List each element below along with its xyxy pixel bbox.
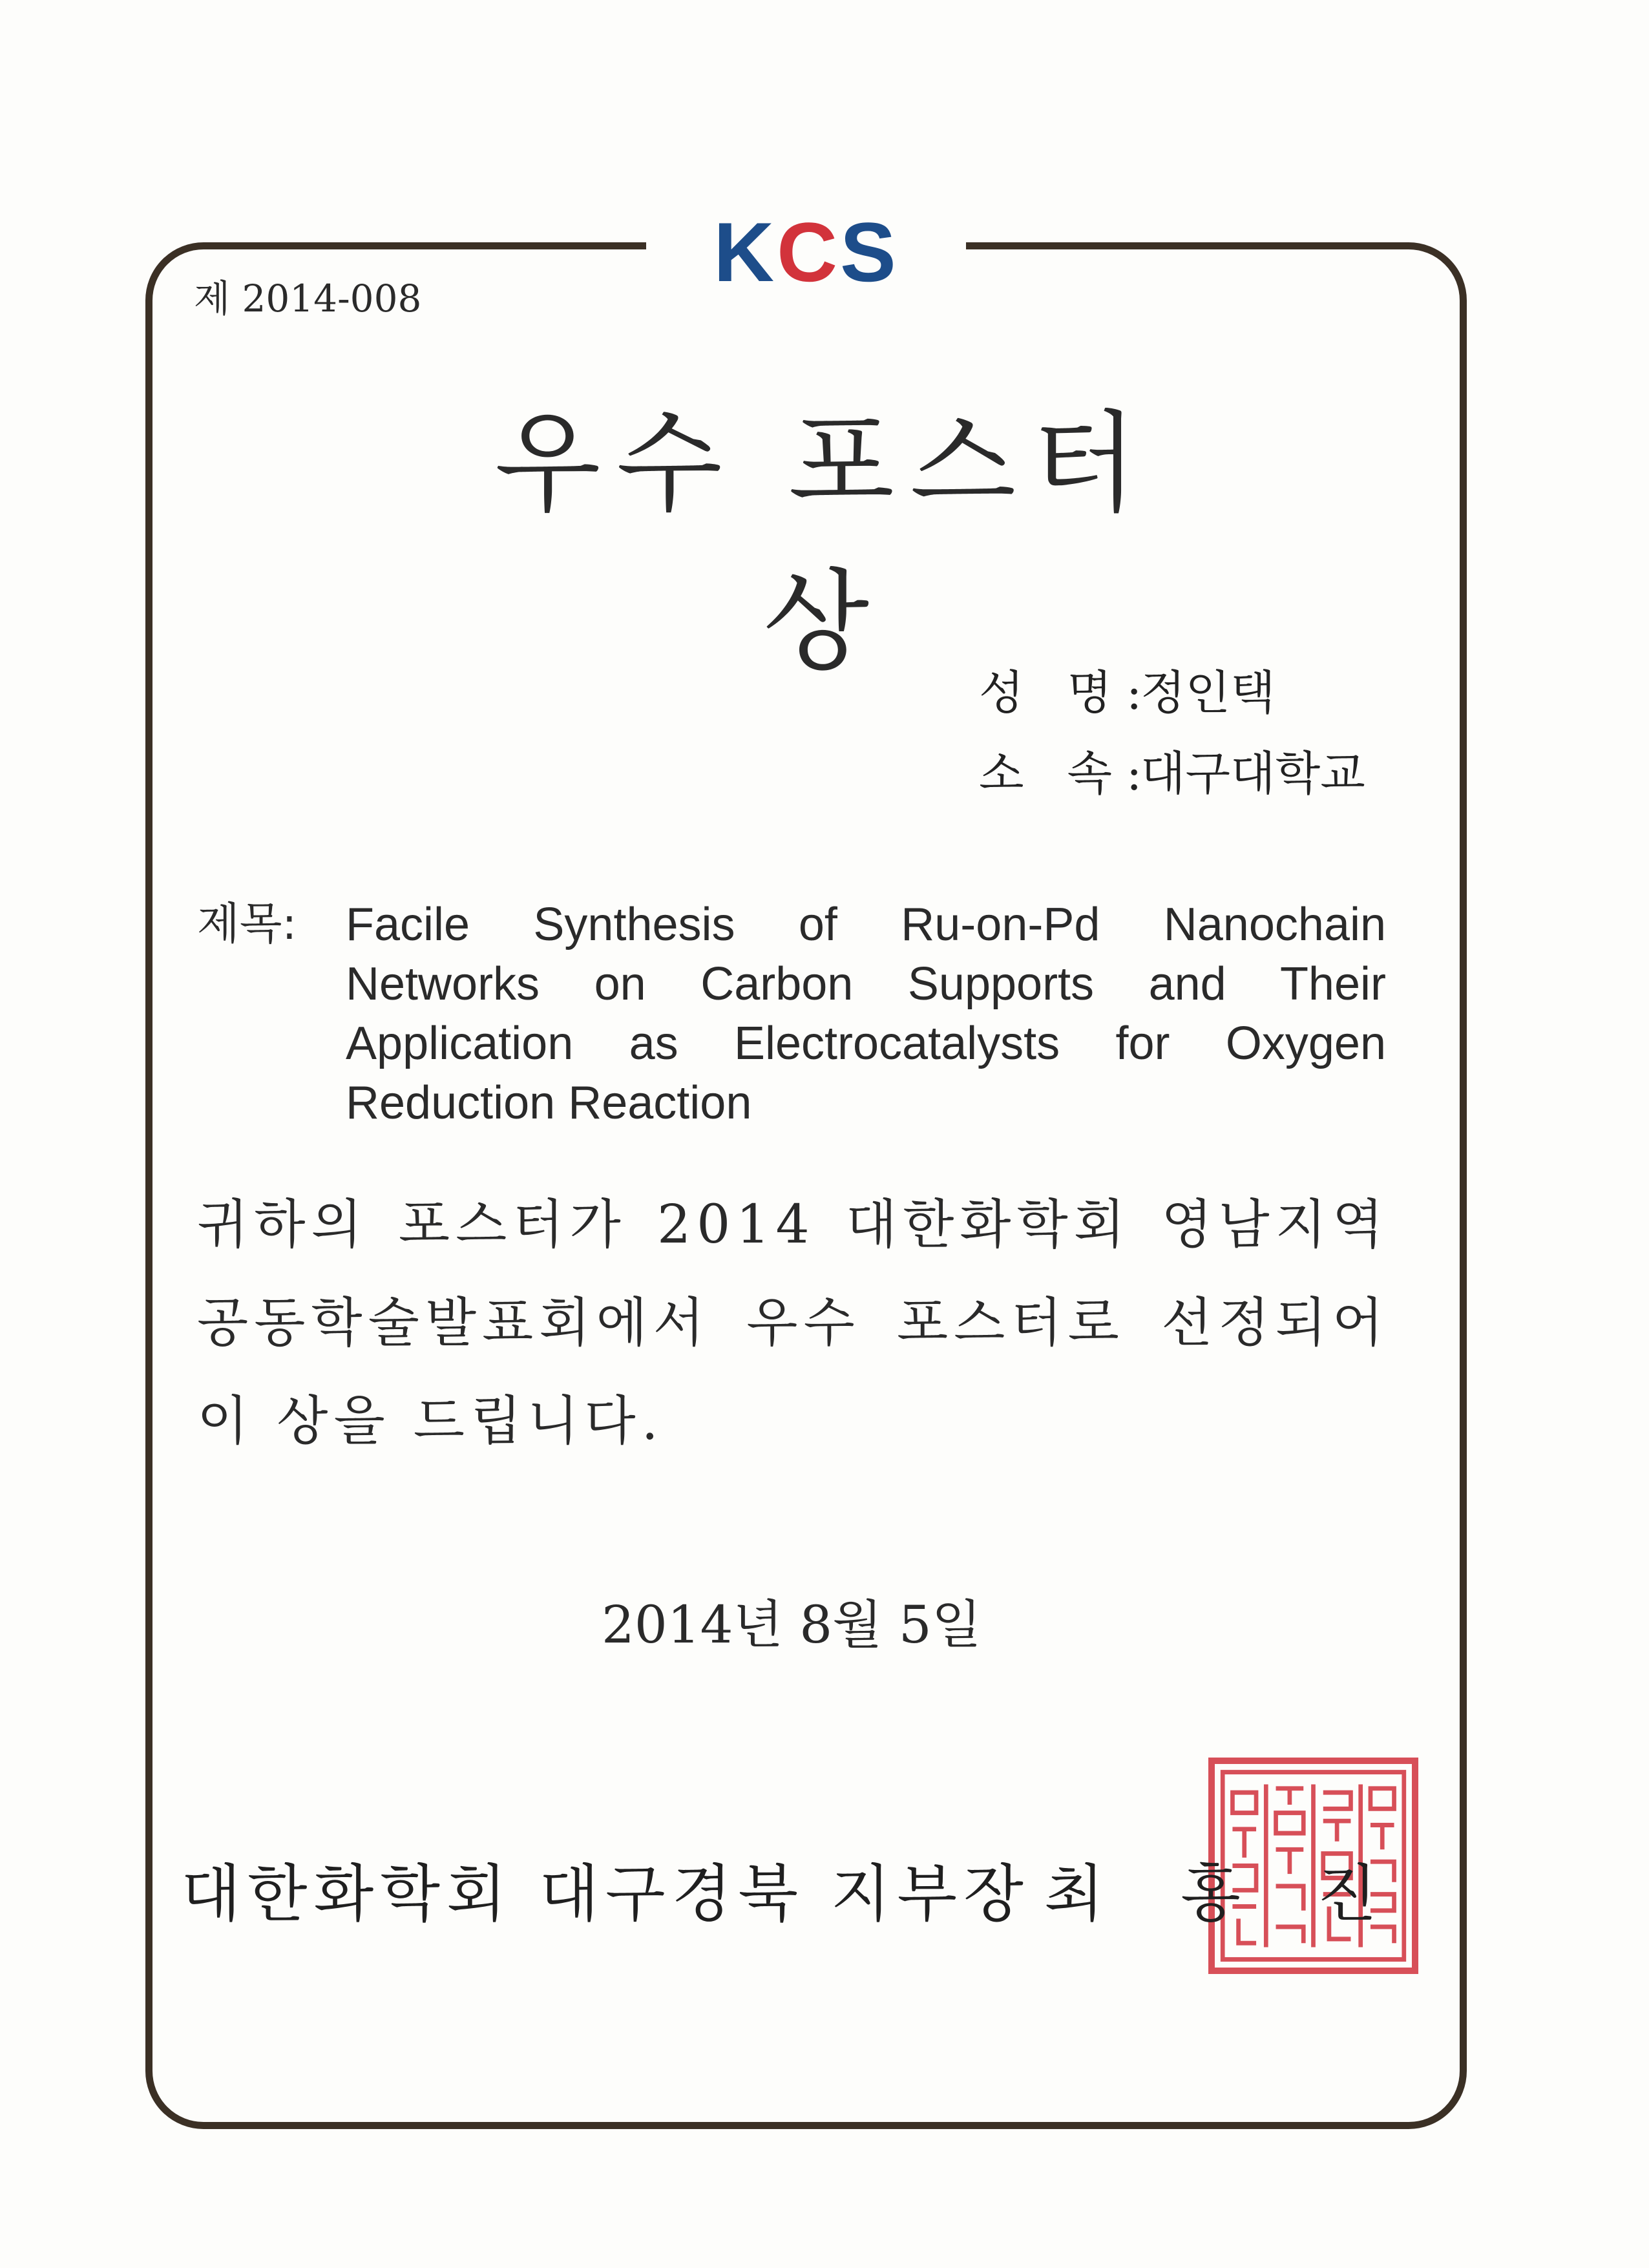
- issuer-name: 최 홍 진: [1044, 1858, 1406, 1930]
- subject-label: 제목:: [197, 899, 297, 950]
- logo-letter-c: C: [777, 205, 841, 299]
- kcs-logo-text: [713, 204, 899, 300]
- issuer-line: [181, 1845, 1409, 1933]
- logo-letter-s: S: [840, 205, 899, 299]
- logo-letter-k: K: [713, 205, 777, 299]
- award-statement: 귀하의 포스터가 2014 대한화학회 영남지역 공동학술발표회에서 우수 포스터로 선정되어 이 상을 드립니다.: [197, 1194, 1389, 1452]
- poster-subject: [197, 895, 1389, 1133]
- certificate-number: 제 2014-008: [194, 277, 422, 320]
- kcs-logo: [646, 200, 966, 304]
- award-title: 우수 포스터상: [494, 400, 1153, 686]
- issuer-title: 대한화학회 대구경북 지부장: [181, 1858, 1030, 1930]
- recipient-affiliation-row: [979, 733, 1365, 814]
- recipient-info: [979, 653, 1365, 814]
- recipient-affiliation: 대구대학교: [1140, 746, 1365, 801]
- subject-title: Facile Synthesis of Ru-on-Pd Nanochain Networks on Carbon Supports and Their Application as Electrocatalysts for Oxygen Reduction Reaction: [346, 899, 1386, 1129]
- award-date: 2014년 8월 5일: [601, 1595, 982, 1655]
- recipient-name-row: [979, 653, 1365, 733]
- name-label: 성 명:: [979, 666, 1157, 720]
- recipient-name: 정인택: [1140, 666, 1276, 720]
- affiliation-label: 소 속:: [979, 746, 1157, 801]
